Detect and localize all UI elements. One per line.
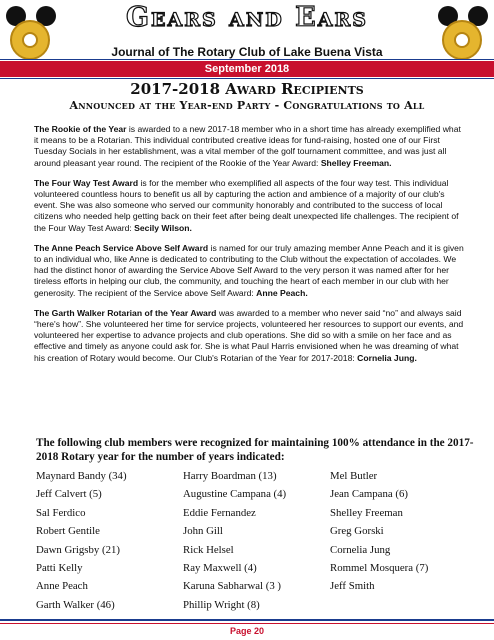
attendance-member: Shelley Freeman xyxy=(330,506,403,519)
award-recipient: Anne Peach. xyxy=(256,287,308,298)
attendance-member: Jean Campana (6) xyxy=(330,488,408,501)
attendance-member: Mel Butler xyxy=(330,470,378,482)
award-articles xyxy=(34,124,466,373)
award-recipient: Cornelia Jung. xyxy=(357,352,417,363)
attendance-member: Jeff Smith xyxy=(330,580,375,593)
attendance-member: Anne Peach xyxy=(36,580,88,593)
award-paragraph xyxy=(34,124,466,169)
page-number: Page 20 xyxy=(229,626,265,636)
award-paragraph xyxy=(34,178,466,234)
award-recipient: Secily Wilson. xyxy=(134,222,192,233)
attendance-member: Sal Ferdico xyxy=(36,506,86,519)
attendance-member: Robert Gentile xyxy=(36,525,100,538)
attendance-member: Harry Boardman (13) xyxy=(183,470,277,482)
attendance-member: Greg Gorski xyxy=(330,525,384,538)
attendance-member: Rommel Mosquera (7) xyxy=(330,562,429,575)
attendance-member: Maynard Bandy (34) xyxy=(36,470,127,482)
newsletter-subtitle: Journal of The Rotary Club of Lake Buena Vista xyxy=(111,45,383,59)
page-heading: 2017-2018 Award Recipients xyxy=(130,80,364,98)
issue-date-banner: September 2018 xyxy=(0,61,494,77)
footer-rule xyxy=(0,619,494,621)
attendance-member: Rick Helsel xyxy=(183,543,234,556)
award-paragraph xyxy=(34,308,466,364)
attendance-member: Garth Walker (46) xyxy=(36,598,115,611)
attendance-section xyxy=(36,436,476,612)
award-description: is named for our truly amazing member Anne Peach and it is given to an individual who, like Anne is dedicated to contributing to the Club without the expectation of accolades. We had the distinct honor of awarding the Service Above Self Award to the very person it was named after for her tireless efforts in helping our club, the community, and touching the heart of each member in our club with her generosity. The recipient of the Service above Self Award: xyxy=(34,242,464,298)
footer-rule xyxy=(0,623,494,624)
newsletter-title: Gears and Ears xyxy=(125,2,368,33)
attendance-member: Dawn Grigsby (21) xyxy=(36,543,120,556)
award-name: The Rookie of the Year xyxy=(34,124,127,134)
page-footer xyxy=(0,619,494,640)
attendance-member: Phillip Wright (8) xyxy=(183,598,260,611)
page-subheading: Announced at the Year-end Party - Congratulations to All xyxy=(69,99,425,112)
award-description: is awarded to a new 2017-18 member who in a short time has already exemplified what it means to be a Rotarian. This individual contributed creative ideas for fund-raising, hosted one of our First Tuesday Socials in her establishment, was a vital member of the golf tournament committee, and was just all around pleasant year round. The recipient of the Rookie of the Year Award: xyxy=(34,124,461,168)
attendance-header: The following club members were recognized for maintaining 100% attendance in the 2017-2018 Rotary year for the number of years indicated: xyxy=(36,437,474,463)
attendance-member: Jeff Calvert (5) xyxy=(36,488,102,501)
attendance-list xyxy=(36,469,476,612)
attendance-member: Patti Kelly xyxy=(36,562,83,575)
attendance-member: Ray Maxwell (4) xyxy=(183,562,257,575)
award-description: was awarded to a member who never said “no” and always said “here's how”. She volunteered her time for service projects, volunteered her resources to support our events, and volunteered her expertise to advance projects and club operations. She did so with a smile on her face and as effective and timely as anyone could ask for. She is what Paul Harris envisioned when he was dreaming of what his creation of Rotary would become. Our Club's Rotarian of the Year for 2017-2018: xyxy=(34,307,464,363)
attendance-member xyxy=(330,598,476,612)
award-name: The Garth Walker Rotarian of the Year Award xyxy=(34,307,217,318)
attendance-member: Augustine Campana (4) xyxy=(183,488,287,501)
award-name: The Four Way Test Award xyxy=(34,177,139,188)
award-recipient: Shelley Freeman. xyxy=(320,157,392,168)
attendance-member: Cornelia Jung xyxy=(330,543,391,556)
award-name: The Anne Peach Service Above Self Award xyxy=(34,242,209,253)
award-description: is for the member who exemplified all aspects of the four way test. This individual volunteered countless hours to benefit us all by capturing the action and ambience of a majority of our club's event. She was also someone who served our community honorably and contributed to the success of local citizens who needed help getting back on their feet after being dealt unexpected life challenges. The recipient of the Four Way Test Award: xyxy=(34,177,459,233)
masthead xyxy=(0,0,494,78)
award-paragraph xyxy=(34,243,466,299)
attendance-member: John Gill xyxy=(183,525,223,538)
attendance-member: Eddie Fernandez xyxy=(183,506,256,519)
attendance-member: Karuna Sabharwal (3 ) xyxy=(183,580,282,593)
